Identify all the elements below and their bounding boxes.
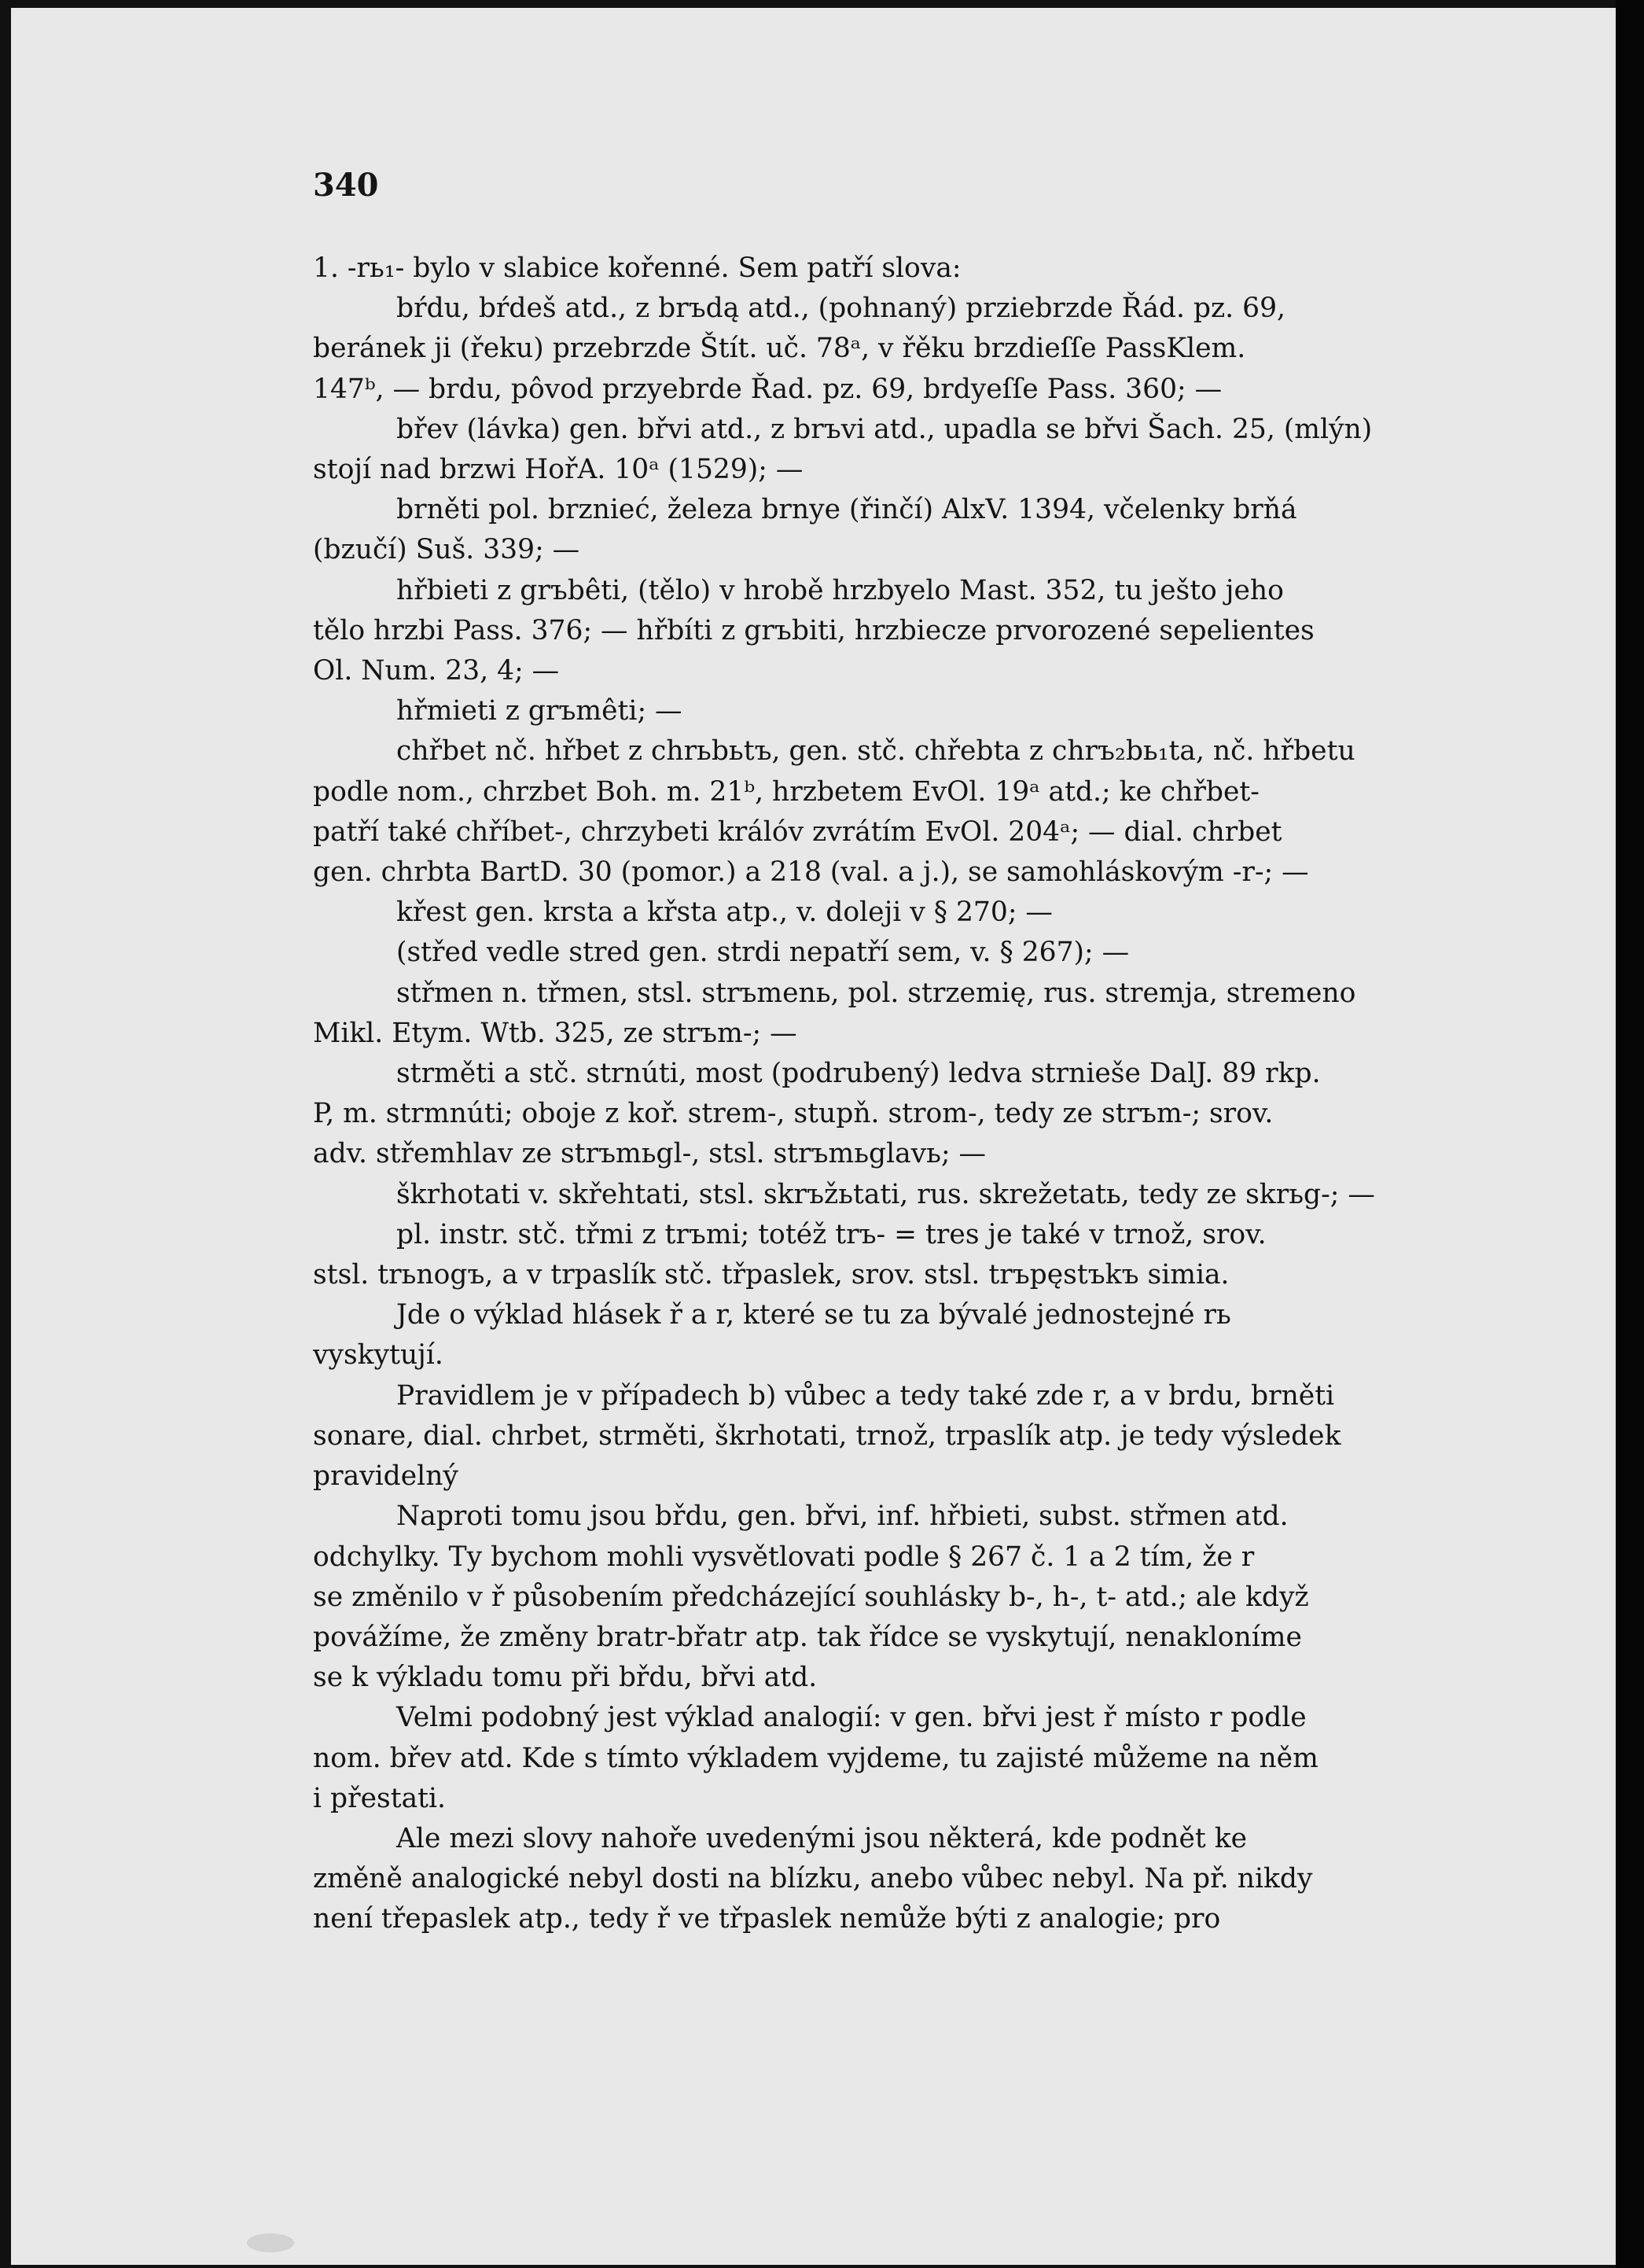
text-line: se změnilo v ř působením předcházející souhlásky b-, h-, t- atd.; ale když — [313, 1581, 1309, 1613]
scan-edge — [1616, 0, 1644, 2268]
text-line: Pravidlem je v případech b) vůbec a tedy také zde r, a v brdu, brněti — [396, 1379, 1335, 1412]
text-line: povážíme, že změny bratr-břatr atp. tak řídce se vyskytují, nenakloníme — [313, 1621, 1302, 1653]
text-line: Velmi podobný jest výklad analogií: v gen. břvi jest ř místo r podle — [396, 1702, 1307, 1734]
text-line: střmen n. třmen, stsl. strъmenь, pol. strzemię, rus. stremja, stremeno — [396, 977, 1356, 1009]
text-line: odchylky. Ty bychom mohli vysvětlovati podle § 267 č. 1 a 2 tím, že r — [313, 1541, 1255, 1573]
text-line: pl. instr. stč. třmi z trъmi; totéž trъ- = tres je také v trnož, srov. — [396, 1218, 1267, 1250]
text-line: strměti a stč. strnúti, most (podrubený) ledva strnieše DalJ. 89 rkp. — [396, 1058, 1321, 1090]
text-line: křest gen. krsta a křsta atp., v. doleji v § 270; — — [396, 897, 1053, 929]
text-line: hřmieti z grъmêti; — — [396, 695, 682, 727]
text-line: tělo hrzbi Pass. 376; — hřbíti z grъbiti, hrzbiecze prvorozené sepelientes — [313, 614, 1315, 646]
page-number: 340 — [313, 167, 379, 204]
text-line: Ale mezi slovy nahoře uvedenými jsou některá, kde podnět ke — [396, 1822, 1248, 1854]
text-line: i přestati. — [313, 1782, 446, 1814]
text-line: P, m. strmnúti; oboje z koř. strem-, stupň. strom-, tedy ze strъm-; srov. — [313, 1098, 1274, 1130]
text-line: stsl. trьnogъ, a v trpaslík stč. třpaslek, srov. stsl. trъpęstъkъ simia. — [313, 1259, 1230, 1291]
text-line: se k výkladu tomu při břdu, břvi atd. — [313, 1662, 818, 1694]
text-line: beránek ji (řeku) przebrzde Štít. uč. 78ᵃ, v řěku brzdieſſe PassKlem. — [313, 333, 1246, 365]
text-line: 147ᵇ, — brdu, pôvod przyebrde Řad. pz. 69, brdyeſſe Pass. 360; — — [313, 373, 1223, 405]
text-line: sonare, dial. chrbet, strměti, škrhotati, trnož, trpaslík atp. je tedy výsledek — [313, 1419, 1341, 1452]
text-line: chřbet nč. hřbet z chrьbьtъ, gen. stč. chřebta z chrъ₂bь₁ta, nč. hřbetu — [396, 735, 1355, 768]
text-line: vyskytují. — [313, 1339, 443, 1371]
stain-mark — [247, 2233, 294, 2252]
text-line: stojí nad brzwi HořA. 10ᵃ (1529); — — [313, 454, 804, 486]
text-line: (bzučí) Suš. 339; — — [313, 534, 580, 566]
text-line: Ol. Num. 23, 4; — — [313, 655, 560, 687]
text-line: (střed vedle stred gen. strdi nepatří sem, v. § 267); — — [396, 937, 1130, 969]
text-line: změně analogické nebyl dosti na blízku, anebo vůbec nebyl. Na př. nikdy — [313, 1863, 1313, 1895]
text-line: není třepaslek atp., tedy ř ve třpaslek nemůže býti z analogie; pro — [313, 1903, 1221, 1935]
text-line: Naproti tomu jsou břdu, gen. břvi, inf. hřbieti, subst. střmen atd. — [396, 1500, 1289, 1533]
text-line: Jde o výklad hlásek ř a r, které se tu za bývalé jednostejné rь — [396, 1299, 1231, 1331]
body-text — [313, 249, 1453, 1940]
text-line: patří také chříbet-, chrzybeti králóv zvrátím EvOl. 204ᵃ; — dial. chrbet — [313, 816, 1282, 848]
text-line: gen. chrbta BartD. 30 (pomor.) a 218 (val. a j.), se samohláskovým -r-; — — [313, 856, 1309, 889]
text-line: hřbieti z grъbêti, (tělo) v hrobě hrzbyelo Mast. 352, tu ješto jeho — [396, 574, 1284, 606]
text-line: 1. -rь₁- bylo v slabice kořenné. Sem patří slova: — [313, 252, 962, 284]
text-line: podle nom., chrzbet Boh. m. 21ᵇ, hrzbetem EvOl. 19ᵃ atd.; ke chřbet- — [313, 775, 1260, 808]
text-line: Mikl. Etym. Wtb. 325, ze strъm-; — — [313, 1017, 797, 1049]
text-line: bŕdu, bŕdeš atd., z brъdą atd., (pohnaný) prziebrzde Řád. pz. 69, — [396, 293, 1285, 325]
text-line: škrhotati v. skřehtati, stsl. skrъžьtati, rus. skrežetatь, tedy ze skrьg-; — — [396, 1178, 1375, 1210]
text-line: brněti pol. brznieć, železa brnye (řinčí) AlxV. 1394, včelenky brňá — [396, 494, 1297, 526]
text-line: břev (lávka) gen. břvi atd., z brъvi atd., upadla se břvi Šach. 25, (mlýn) — [396, 413, 1373, 445]
text-line: adv. střemhlav ze strъmьgl-, stsl. strъmьglavь; — — [313, 1138, 987, 1170]
text-line: pravidelný — [313, 1460, 458, 1493]
text-line: nom. břev atd. Kde s tímto výkladem vyjdeme, tu zajisté můžeme na něm — [313, 1742, 1319, 1774]
